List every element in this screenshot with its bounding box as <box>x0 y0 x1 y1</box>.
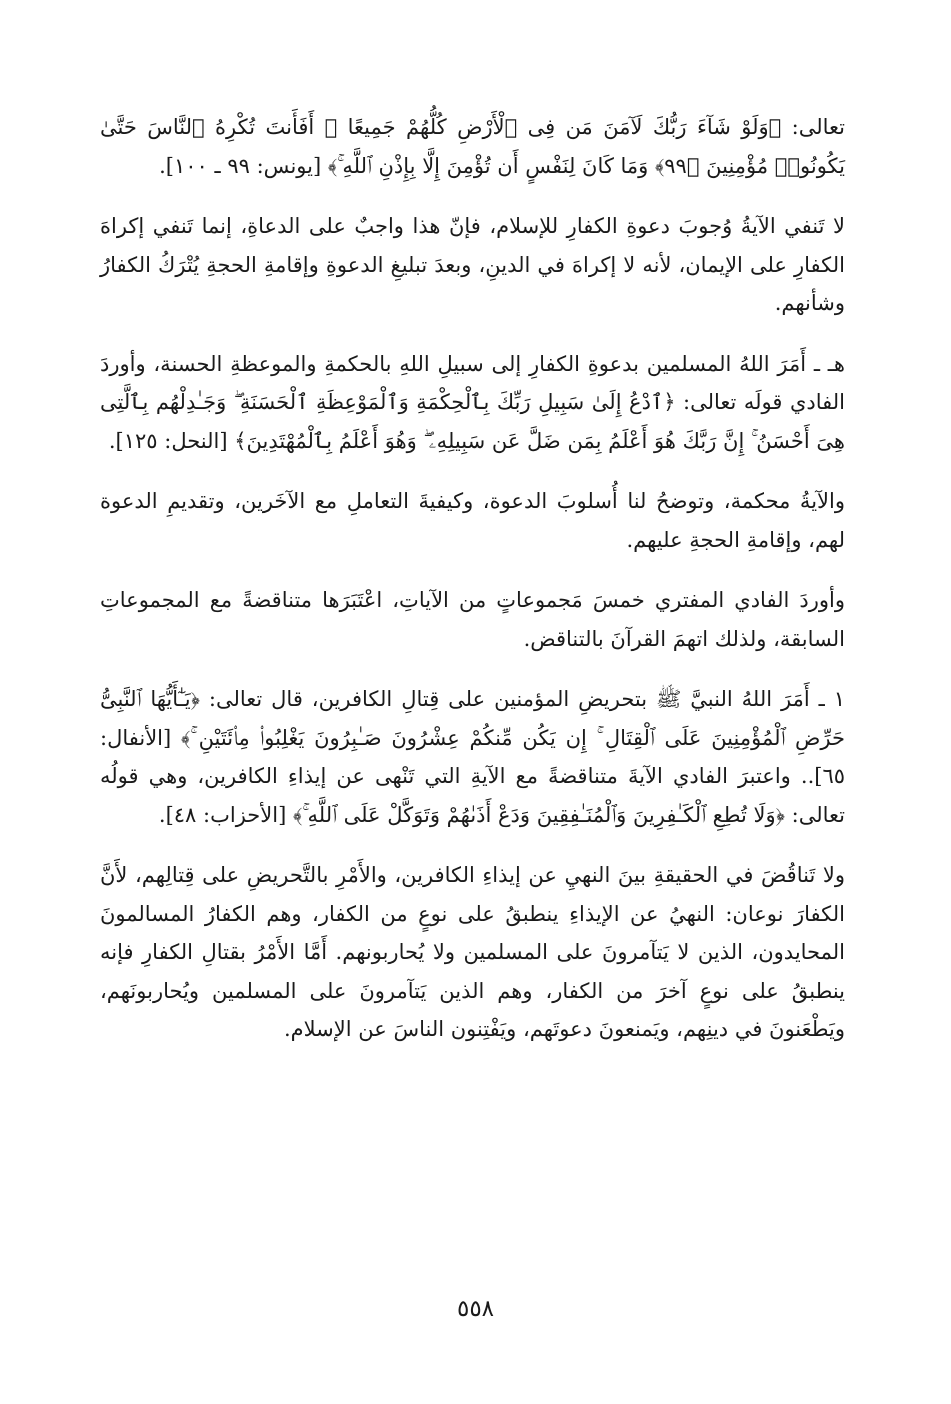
page-number: ٥٥٨ <box>456 1296 495 1322</box>
page-body <box>100 100 845 1330</box>
paragraph-3: هـ ـ أَمَرَ اللهُ المسلمين بدعوةِ الكفارِ إلى سبيلِ اللهِ بالحكمةِ والموعظةِ الحسنة، وأوردَ الفادي قولَه تعالى: ﴿ٱدْعُ إِلَىٰ سَبِيلِ رَبِّكَ بِٱلْحِكْمَةِ وَٱلْمَوْعِظَةِ ٱلْحَسَنَةِ ۖ وَجَـٰدِلْهُم بِٱلَّتِى هِىَ أَحْسَنُ ۚ إِنَّ رَبَّكَ هُوَ أَعْلَمُ بِمَن ضَلَّ عَن سَبِيلِهِۦ ۖ وَهُوَ أَعْلَمُ بِٱلْمُهْتَدِينَ﴾ [النحل: ١٢٥]. <box>100 351 845 453</box>
paragraph-1: تعالى: ﴿وَلَوْ شَآءَ رَبُّكَ لَآمَنَ مَن فِى ٱلْأَرْضِ كُلُّهُمْ جَمِيعًا ۚ أَفَأَنتَ تُكْرِهُ ٱلنَّاسَ حَتَّىٰ يَكُونُوا۟ مُؤْمِنِينَ ﴿٩٩﴾ وَمَا كَانَ لِنَفْسٍ أَن تُؤْمِنَ إِلَّا بِإِذْنِ ٱللَّهِ ۚ﴾ [يونس: ٩٩ ـ ١٠٠]. <box>100 115 845 178</box>
paragraph-5: وأوردَ الفادي المفتري خمسَ مَجموعاتٍ من الآياتِ، اعْتَبَرَها متناقضةً مع المجموعاتِ السابقة، ولذلك اتهمَ القرآنَ بالتناقض. <box>100 588 845 651</box>
paragraph-2: لا تَنفي الآيةُ وُجوبَ دعوةِ الكفارِ للإسلام، فإنّ هذا واجبٌ على الدعاةِ، إنما تَنفي إكراهَ الكفارِ على الإيمان، لأنه لا إكراهَ في الدينِ، وبعدَ تبليغِ الدعوةِ وإقامةِ الحجةِ يُتْرَكُ الكفارُ وشأنهم. <box>100 214 845 315</box>
paragraph-4: والآيةُ محكمة، وتوضحُ لنا أُسلوبَ الدعوة، وكيفيةَ التعاملِ مع الآخَرين، وتقديمِ الدعوة لهم، وإقامةِ الحجةِ عليهم. <box>100 489 845 552</box>
paragraph-6: ١ ـ أَمَرَ اللهُ النبيَّ ﷺ بتحريضِ المؤمنين على قِتالِ الكافرين، قال تعالى: ﴿يَـٰٓأَيُّهَا ٱلنَّبِىُّ حَرِّضِ ٱلْمُؤْمِنِينَ عَلَى ٱلْقِتَالِ ۚ إِن يَكُن مِّنكُمْ عِشْرُونَ صَـٰبِرُونَ يَغْلِبُوا۟ مِا۟ئَتَيْنِ ۚ﴾ [الأنفال: ٦٥].. واعتبرَ الفادي الآيةَ متناقضةً مع الآيةِ التي تَنْهى عن إيذاءِ الكافرين، وهي قولُه تعالى: ﴿وَلَا تُطِعِ ٱلْكَـٰفِرِينَ وَٱلْمُنَـٰفِقِينَ وَدَعْ أَذَىٰهُمْ وَتَوَكَّلْ عَلَى ٱللَّهِ ۚ﴾ [الأحزاب: ٤٨]. <box>100 687 845 827</box>
paragraph-7: ولا تَناقُضَ في الحقيقةِ بينَ النهيِ عن إيذاءِ الكافرين، والأَمْرِ بالتَّحريضِ على قِتالِهم، لأَنَّ الكفارَ نوعان: النهيُ عن الإيذاءِ ينطبقُ على نوعٍ من الكفار، وهم الكفارُ المسالمونَ المحايدون، الذين لا يَتآمرونَ على المسلمين ولا يُحاربونهم. أَمَّا الأَمْرُ بقتالِ الكفارِ فإنه ينطبقُ على نوعٍ آخرَ من الكفار، وهم الذين يَتآمرونَ على المسلمين ويُحاربونَهم، ويَطْعَنونَ في دينِهم، ويَمنعونَ دعوتَهم، ويَفْتِنون الناسَ عن الإسلام. <box>100 863 845 1041</box>
